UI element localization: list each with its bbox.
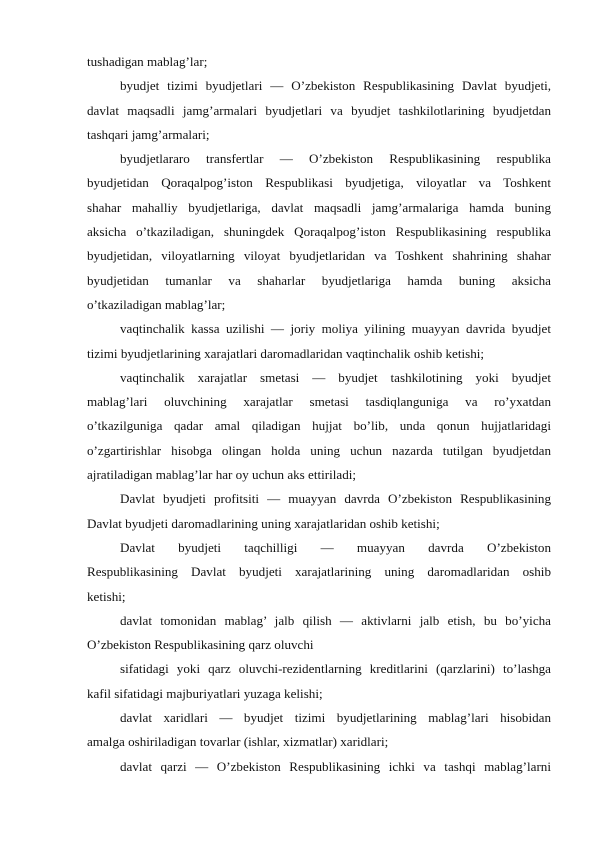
text-line: tizimi byudjetlarining xarajatlari daromadlaridan vaqtinchalik oshib ketishi; xyxy=(87,345,485,361)
text-line: kafil sifatidagi majburiyatlari yuzaga kelishi; xyxy=(87,685,323,701)
text-line: Respublikasining Davlat byudjeti xarajatlarining uning daromadlaridan oshib xyxy=(87,564,551,580)
text-line: o’tkazilguniga qadar amal qiladigan hujjat bo’lib, unda qonun hujjatlaridagi xyxy=(87,418,551,434)
text-line: mablag’lari oluvchining xarajatlar smetasi tasdiqlanguniga va ro’yxatdan xyxy=(87,394,551,410)
text-line: byudjetlararo transfertlar — O’zbekiston Respublikasining respublika xyxy=(120,151,551,167)
text-line: davlat xaridlari — byudjet tizimi byudjetlarining mablag’lari hisobidan xyxy=(120,710,551,726)
text-line: vaqtinchalik kassa uzilishi — joriy moliya yilining muayyan davrida byudjet xyxy=(120,321,551,337)
text-line: shahar mahalliy byudjetlariga, davlat maqsadli jamg’armalariga hamda buning xyxy=(87,199,551,215)
text-line: ajratiladigan mablag’lar har oy uchun aks ettiriladi; xyxy=(87,467,357,483)
text-line: byudjet tizimi byudjetlari — O’zbekiston Respublikasining Davlat byudjeti, xyxy=(120,78,551,94)
text-line: tashqari jamg’armalari; xyxy=(87,126,210,142)
text-line: vaqtinchalik xarajatlar smetasi — byudjet tashkilotining yoki byudjet xyxy=(120,369,551,385)
document-body xyxy=(87,52,551,781)
text-line: davlat qarzi — O’zbekiston Respublikasining ichki va tashqi mablag’larni xyxy=(120,758,551,774)
text-line: byudjetidan Qoraqalpog’iston Respublikasi byudjetiga, viloyatlar va Toshkent xyxy=(87,175,551,191)
text-line: davlat maqsadli jamg’armalari byudjetlari va byudjet tashkilotlarining byudjetdan xyxy=(87,102,551,118)
text-line: Davlat byudjeti profitsiti — muayyan davrda O’zbekiston Respublikasining xyxy=(120,491,551,507)
text-line: O’zbekiston Respublikasining qarz oluvchi xyxy=(87,637,314,653)
text-line: davlat tomonidan mablag’ jalb qilish — aktivlarni jalb etish, bu bo’yicha xyxy=(120,612,551,628)
text-line: Davlat byudjeti taqchilligi — muayyan davrda O’zbekiston xyxy=(120,539,551,555)
text-line: amalga oshiriladigan tovarlar (ishlar, xizmatlar) xaridlari; xyxy=(87,734,389,750)
text-line: sifatidagi yoki qarz oluvchi-rezidentlarning kreditlarini (qarzlarini) to’lashga xyxy=(120,661,551,677)
text-line: o’tkaziladigan mablag’lar; xyxy=(87,296,226,312)
text-line: byudjetidan, viloyatlarning viloyat byudjetlaridan va Toshkent shahrining shahar xyxy=(87,248,551,264)
text-line: Davlat byudjeti daromadlarining uning xarajatlaridan oshib ketishi; xyxy=(87,515,440,531)
text-line: tushadigan mablag’lar; xyxy=(87,54,208,69)
text-line: aksicha o’tkaziladigan, shuningdek Qoraqalpog’iston Respublikasining respublika xyxy=(87,224,551,240)
text-line: o’zgartirishlar hisobga olingan holda uning uchun nazarda tutilgan byudjetdan xyxy=(87,442,551,458)
text-line: ketishi; xyxy=(87,588,126,604)
text-line: byudjetidan tumanlar va shaharlar byudjetlariga hamda buning aksicha xyxy=(87,272,551,288)
